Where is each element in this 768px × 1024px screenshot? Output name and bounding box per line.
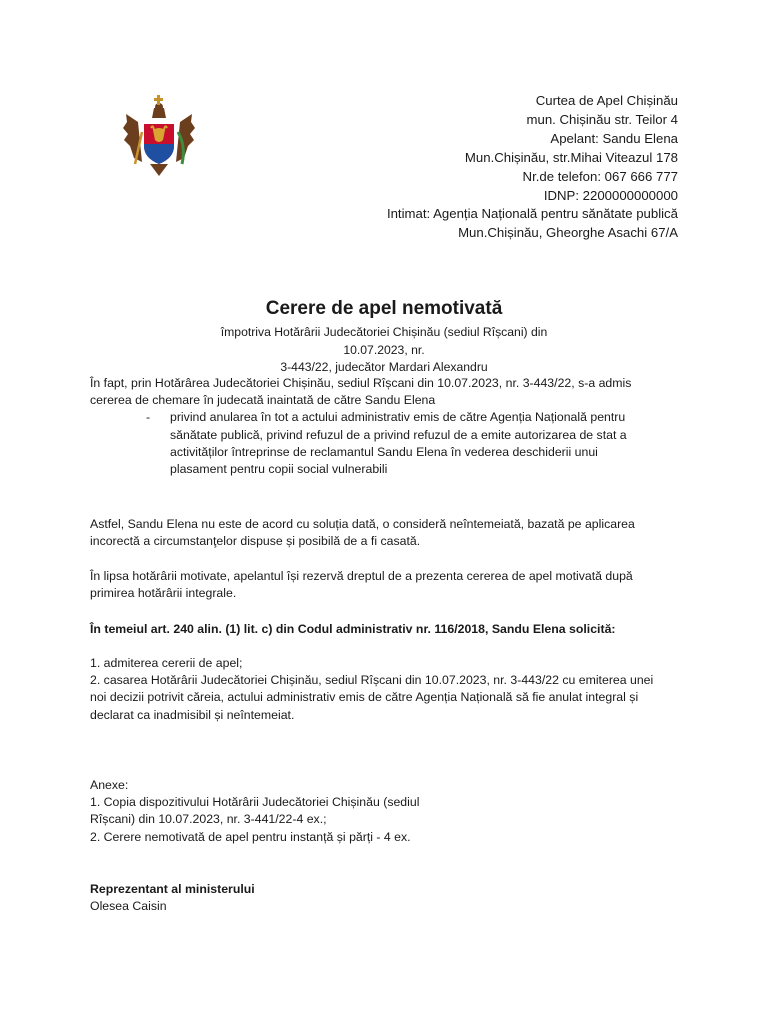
address-phone: Nr.de telefon: 067 666 777 <box>522 168 678 184</box>
request-item: declarat ca inadmisibil și neîntemeiat. <box>90 707 295 722</box>
address-court: Curtea de Apel Chișinău <box>535 93 678 108</box>
reservation-paragraph <box>90 568 680 602</box>
document-title: Cerere de apel nemotivată <box>265 298 503 319</box>
signature-role: Reprezentant al ministerului <box>90 882 255 896</box>
bullet-line: sănătate publică, privind refuzul de a privind refuzul de a emite autorizarea de stat a <box>170 427 627 442</box>
annexes-section <box>90 777 680 846</box>
signature-block <box>90 881 680 915</box>
bullet-dash: - <box>146 410 151 425</box>
recipient-address-block <box>387 92 678 243</box>
address-appellant: Apelant: Sandu Elena <box>550 130 678 146</box>
address-appellant-street: Mun.Chișinău, str.Mihai Viteazul 178 <box>464 149 678 165</box>
disagreement-paragraph <box>90 516 680 550</box>
request-item: 1. admiterea cererii de apel; <box>90 656 243 670</box>
paragraph-line: În lipsa hotărârii motivate, apelantul își rezervă dreptul de a prezenta cererea de apel motivată după <box>90 569 633 583</box>
annex-line: 2. Cerere nemotivată de apel pentru instanță și părți - 4 ex. <box>90 829 411 844</box>
subtitle-line: 3-443/22, judecător Mardari Alexandru <box>280 360 488 374</box>
facts-line: În fapt, prin Hotărârea Judecătoriei Chișinău, sediul Rîșcani din 10.07.2023, nr. 3-443/22, s-a admis <box>90 376 632 390</box>
annex-line: Rîșcani) din 10.07.2023, nr. 3-441/22-4 ex.; <box>90 812 327 827</box>
facts-paragraph <box>90 375 680 478</box>
bullet-line: plasament pentru copii social vulnerabili <box>170 462 388 477</box>
address-idnp: IDNP: 2200000000000 <box>543 187 678 203</box>
annex-line: 1. Copia dispozitivului Hotărârii Judecătoriei Chișinău (sediul <box>90 795 420 810</box>
request-item: noi decizii potrivit căreia, actului administrativ emis de către Agenția Națională să fie anulat integral și <box>90 690 639 705</box>
address-respondent: Intimat: Agenția Națională pentru sănătate publică <box>386 206 678 222</box>
facts-bullet <box>90 409 680 478</box>
paragraph-line: incorectă a circumstanţelor dispuse și posibilă de a fi casată. <box>90 534 421 549</box>
moldova-coat-of-arms-icon <box>90 92 228 182</box>
paragraph-line: Astfel, Sandu Elena nu este de acord cu soluția dată, o consideră neîntemeiată, bazată pe aplicarea <box>90 517 635 531</box>
document-subtitle <box>200 324 568 377</box>
bullet-line: privind anularea în tot a actului administrativ emis de către Agenția Națională pentru <box>170 410 626 425</box>
legal-basis: În temeiul art. 240 alin. (1) lit. c) din Codul administrativ nr. 116/2018, Sandu Elena solicită: <box>90 622 616 636</box>
request-item: 2. casarea Hotărârii Judecătoriei Chișinău, sediul Rîșcani din 10.07.2023, nr. 3-443/22 cu emiterea unei <box>90 673 654 688</box>
facts-line: cererea de chemare în judecată inaintată de către Sandu Elena <box>90 393 436 408</box>
requests-list <box>90 655 680 724</box>
coat-of-arms <box>90 92 228 182</box>
address-respondent-street: Mun.Chișinău, Gheorghe Asachi 67/A <box>458 225 678 241</box>
address-court-street: mun. Chișinău str. Teilor 4 <box>526 111 678 127</box>
subtitle-line: împotriva Hotărârii Judecătoriei Chișinău (sediul Rîșcani) din 10.07.2023, nr. <box>220 325 548 357</box>
signature-name: Olesea Caisin <box>90 899 167 914</box>
paragraph-line: primirea hotărârii integrale. <box>90 586 237 601</box>
bullet-line: activităților întreprinse de reclamantul Sandu Elena în vederea deschiderii unui <box>170 444 598 459</box>
annexes-heading: Anexe: <box>90 778 129 792</box>
